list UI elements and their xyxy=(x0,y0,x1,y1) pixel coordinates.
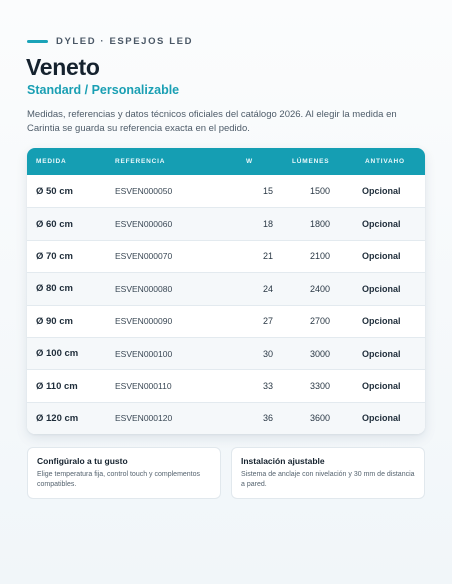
cell-referencia: ESVEN000090 xyxy=(115,316,173,327)
cell-w: 18 xyxy=(263,219,274,230)
cell-antivaho: Opcional xyxy=(362,186,401,197)
cell-lumenes: 3600 xyxy=(310,413,331,424)
table-row xyxy=(27,272,425,304)
info-card-configuracion xyxy=(27,447,221,499)
column-header-medida: MEDIDA xyxy=(36,158,67,165)
accent-bar xyxy=(27,40,48,43)
table-row xyxy=(27,207,425,239)
cell-referencia: ESVEN000110 xyxy=(115,381,172,392)
cell-referencia: ESVEN000120 xyxy=(115,413,173,424)
cell-w: 24 xyxy=(263,283,274,294)
table-row xyxy=(27,240,425,272)
info-card-title: Instalación ajustable xyxy=(241,456,325,466)
cell-w: 33 xyxy=(263,381,274,392)
cell-referencia: ESVEN000050 xyxy=(115,186,173,197)
table-row xyxy=(27,305,425,337)
table-row xyxy=(27,337,425,369)
cell-medida: Ø 100 cm xyxy=(36,348,79,360)
column-header-w: W xyxy=(246,158,253,165)
cell-lumenes: 3000 xyxy=(310,348,331,359)
table-body xyxy=(27,175,425,434)
info-card-text: Sistema de anclaje con nivelación y 30 mm de distancia a pared. xyxy=(241,471,415,488)
cell-referencia: ESVEN000080 xyxy=(115,283,173,294)
cell-w: 15 xyxy=(263,186,274,197)
page-subtitle: Standard / Personalizable xyxy=(27,83,180,97)
page-title: Veneto xyxy=(26,54,100,80)
cell-referencia: ESVEN000100 xyxy=(115,348,173,359)
column-header-antivaho: ANTIVAHO xyxy=(365,158,405,165)
cell-w: 30 xyxy=(263,348,274,359)
table-header xyxy=(27,148,425,175)
column-header-lumenes: LÚMENES xyxy=(292,158,330,165)
cell-lumenes: 2400 xyxy=(310,283,331,294)
cell-medida: Ø 50 cm xyxy=(36,185,73,197)
cell-antivaho: Opcional xyxy=(362,283,401,294)
cell-antivaho: Opcional xyxy=(362,413,401,424)
info-card-text: Elige temperatura fija, control touch y complementos compatibles. xyxy=(37,471,201,488)
cell-antivaho: Opcional xyxy=(362,219,401,230)
page-description: Medidas, referencias y datos técnicos oficiales del catálogo 2026. Al elegir la medida en Carintia se guarda su referencia exacta en el pedido. xyxy=(27,109,397,134)
info-card-instalacion xyxy=(231,447,425,499)
cell-medida: Ø 90 cm xyxy=(36,315,73,327)
cell-medida: Ø 80 cm xyxy=(36,283,73,295)
cell-medida: Ø 110 cm xyxy=(36,380,78,392)
cell-medida: Ø 60 cm xyxy=(36,218,73,230)
info-card-title: Configúralo a tu gusto xyxy=(37,456,128,466)
cell-medida: Ø 120 cm xyxy=(36,412,79,424)
eyebrow-label: DYLED · ESPEJOS LED xyxy=(56,36,194,47)
cell-referencia: ESVEN000060 xyxy=(115,219,173,230)
cell-antivaho: Opcional xyxy=(362,348,401,359)
table-row xyxy=(27,369,425,401)
cell-lumenes: 1500 xyxy=(310,186,331,197)
cell-referencia: ESVEN000070 xyxy=(115,251,173,262)
cell-antivaho: Opcional xyxy=(362,316,401,327)
eyebrow xyxy=(27,36,193,47)
column-header-referencia: REFERENCIA xyxy=(115,158,166,165)
cell-antivaho: Opcional xyxy=(362,381,401,392)
table-row xyxy=(27,175,425,207)
cell-lumenes: 3300 xyxy=(310,381,331,392)
cell-lumenes: 1800 xyxy=(310,219,331,230)
cell-w: 27 xyxy=(263,316,274,327)
cell-antivaho: Opcional xyxy=(362,251,401,262)
cell-medida: Ø 70 cm xyxy=(36,250,73,262)
cell-w: 36 xyxy=(263,413,274,424)
cell-lumenes: 2100 xyxy=(310,251,331,262)
cell-lumenes: 2700 xyxy=(310,316,331,327)
cell-w: 21 xyxy=(263,251,274,262)
specs-table xyxy=(27,148,425,434)
table-row xyxy=(27,402,425,434)
